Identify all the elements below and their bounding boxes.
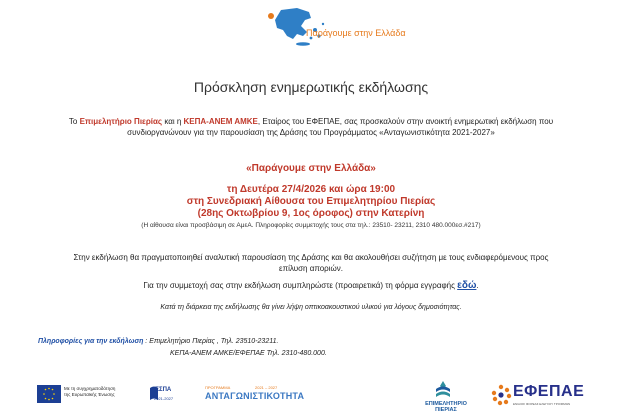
- event-date: τη Δευτέρα 27/4/2026 και ώρα 19:00: [226, 184, 396, 195]
- registration-paragraph: Για την συμμετοχή σας στην εκδήλωση συμπληρώστε (προαιρετικά) τη φόρμα εγγραφής εδώ.: [143, 280, 479, 291]
- contact-label: Πληροφορίες για την εκδήλωση: [38, 338, 144, 345]
- media-notice: Κατά τη διάρκεια της εκδήλωσης θα γίνει λήψη οπτικοακουστικού υλικού για λόγους δημοσιότητας.: [160, 304, 462, 311]
- event-venue: στη Συνεδριακή Αίθουσα του Επιμελητηρίου Πιερίας: [186, 196, 436, 207]
- event-address: (28ης Οκτωβρίου 9, 1ος όροφος) στην Κατερίνη: [197, 208, 425, 219]
- contact-info: [38, 336, 438, 360]
- program-years: 2021 – 2027: [255, 385, 278, 390]
- eu-flag-icon: [37, 385, 61, 403]
- org-chamber: Επιμελητήριο Πιερίας: [79, 117, 163, 126]
- program-name: ΑΝΤΑΓΩΝΙΣΤΙΚΟΤΗΤΑ: [205, 391, 305, 401]
- accessibility-note: (Η αίθουσα είναι προσβάσιμη σε ΑμεΑ. Πληροφορίες συμμετοχής τους στα τηλ.: 23510- 23211, 2310 480.000εσ.#217): [141, 222, 481, 229]
- espa-label: ΕΣΠΑ: [155, 387, 172, 393]
- org-kepa: ΚΕΠΑ-ΑΝΕΜ ΑΜΚΕ: [183, 117, 258, 126]
- contact-line-1: : Επιμελητήριο Πιερίας , Τηλ. 23510-23211.: [143, 338, 279, 345]
- contact-line-2: ΚΕΠΑ-ΑΝΕΜ ΑΜΚΕ/ΕΦΕΠΑΕ Τηλ. 2310-480.000.: [170, 350, 327, 357]
- event-details: [0, 184, 622, 220]
- slogan: «Παράγουμε στην Ελλάδα»: [246, 163, 376, 174]
- efepae-name: ΕΦΕΠΑΕ: [513, 383, 585, 400]
- page-title: Πρόσκληση ενημερωτικής εκδήλωσης: [193, 79, 429, 95]
- chamber-logo-icon: [432, 380, 454, 400]
- program-small-label: ΠΡΟΓΡΑΜΜΑ: [205, 385, 231, 390]
- chamber-name: ΕΠΙΜΕΛΗΤΗΡΙΟ ΠΙΕΡΙΑΣ: [425, 401, 467, 413]
- eu-cofunded-text: Με τη συγχρηματοδότηση της Ευρωπαϊκής Ένωσης: [64, 386, 116, 397]
- presentation-paragraph: Στην εκδήλωση θα πραγματοποιηθεί αναλυτική παρουσίαση της Δράσης και θα ακολουθήσει συζήτηση με τους ενδιαφερόμενους προς επίλυση αποριών.: [73, 253, 549, 273]
- footer-logos: [0, 378, 622, 418]
- greece-map-logo-icon: [253, 6, 383, 48]
- efepae-subtitle: ΕΝΙΑΙΟΣ ΦΟΡΕΑΣ ΕΛΕΓΧΟΥ ΤΡΟΦΙΜΩΝ: [513, 402, 571, 406]
- registration-link[interactable]: εδώ: [457, 280, 477, 291]
- intro-paragraph: Το Επιμελητήριο Πιερίας και η ΚΕΠΑ-ΑΝΕΜ ΑΜΚΕ, Εταίρος του ΕΦΕΠΑΕ, σας προσκαλούν στην ανοικτή ενημερωτική εκδήλωση που συνδιοργανώνουν για την παρουσίαση της Δράσης του Προγράμματος «Ανταγωνιστικότητα 2021-2027»: [68, 117, 554, 137]
- logo-text: Παράγουμε στην Ελλάδα: [306, 28, 406, 38]
- efepae-logo-icon: [490, 384, 512, 406]
- espa-years: 2021-2027: [154, 396, 174, 401]
